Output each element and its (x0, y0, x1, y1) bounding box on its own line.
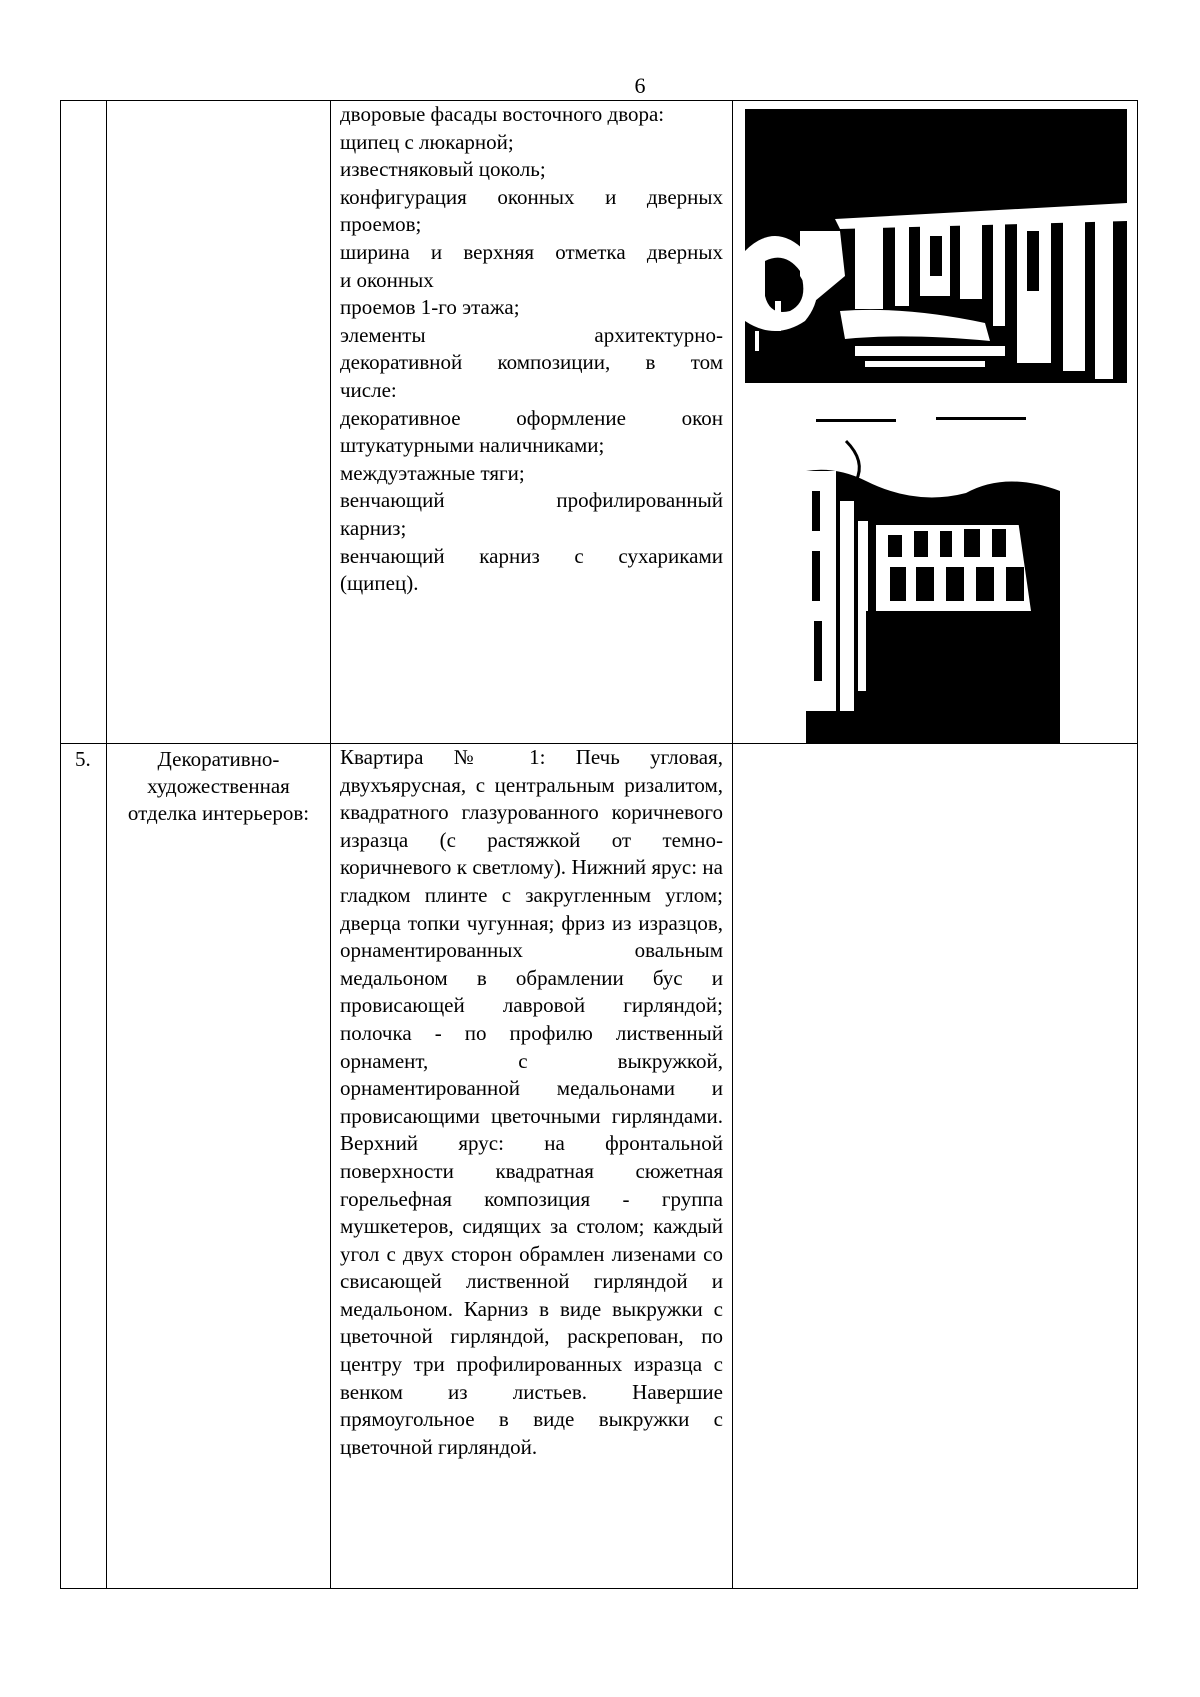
feature-description-cell (331, 101, 733, 744)
description-line: карниз; (340, 515, 407, 540)
description-line: дворовые фасады восточного двора: (340, 102, 665, 126)
description-line: штукатурными наличниками; (340, 433, 605, 458)
description-line: венчающий карниз с сухариками (340, 543, 723, 568)
description-line: и оконных (340, 267, 434, 292)
page-number: 6 (634, 73, 646, 98)
description-line: проемов 1-го этажа; (340, 295, 520, 320)
description-line: ширина и верхняя отметка дверных (340, 239, 723, 264)
feature-name-cell (107, 101, 331, 744)
row-number-cell (61, 101, 107, 744)
description-line: венчающий профилированный (340, 488, 723, 513)
description-line: элементы архитектурно- (340, 322, 723, 347)
photo-cell (733, 101, 1138, 744)
table-row (61, 744, 1138, 1589)
description-line: проемов; (340, 212, 422, 237)
description-line: декоративной композиции, в том (340, 350, 723, 375)
description-line: числе: (340, 377, 397, 402)
description-line: декоративное оформление окон (340, 405, 723, 430)
courtyard-facade-photo (745, 101, 1127, 383)
row-number-cell: 5. (61, 744, 107, 1589)
courtyard-facade-photo-2 (806, 411, 1060, 743)
photo-cell (733, 744, 1138, 1589)
description-line: (щипец). (340, 571, 419, 596)
description-line: щипец с люкарной; (340, 129, 514, 154)
table-row (61, 101, 1138, 744)
description-line: междуэтажные тяги; (340, 460, 525, 485)
feature-description-cell: Квартира № 1: Печь угловая, двухъярусная, с центральным ризалитом, квадратного глазурованного коричневого изразца (с растяжкой от темно-коричневого к светлому). Нижний ярус: на гладком плинте с закругленным углом; дверца топки чугунная; фриз из изразцов, орнаментированных овальным медальоном в обрамлении бус и провисающей лавровой гирляндой; полочка - по профилю лиственный орнамент, с выкружкой, орнаментированной медальонами и провисающими цветочными гирляндами. Верхний ярус: на фронтальной поверхности квадратная сюжетная горельефная композиция - группа мушкетеров, сидящих за столом; каждый угол с двух сторон обрамлен лизенами со свисающей лиственной гирляндой и медальоном. Карниз в виде выкружки с цветочной гирляндой, раскрепован, по центру три профилированных изразца с венком из листьев. Навершие прямоугольное в виде выкружки с цветочной гирляндой. (331, 744, 733, 1589)
monument-features-table (60, 100, 1138, 1589)
feature-name-cell: Декоративно-художественная отделка интерьеров: (107, 744, 331, 1589)
description-line: известняковый цоколь; (340, 157, 546, 182)
description-line: конфигурация оконных и дверных (340, 184, 723, 209)
